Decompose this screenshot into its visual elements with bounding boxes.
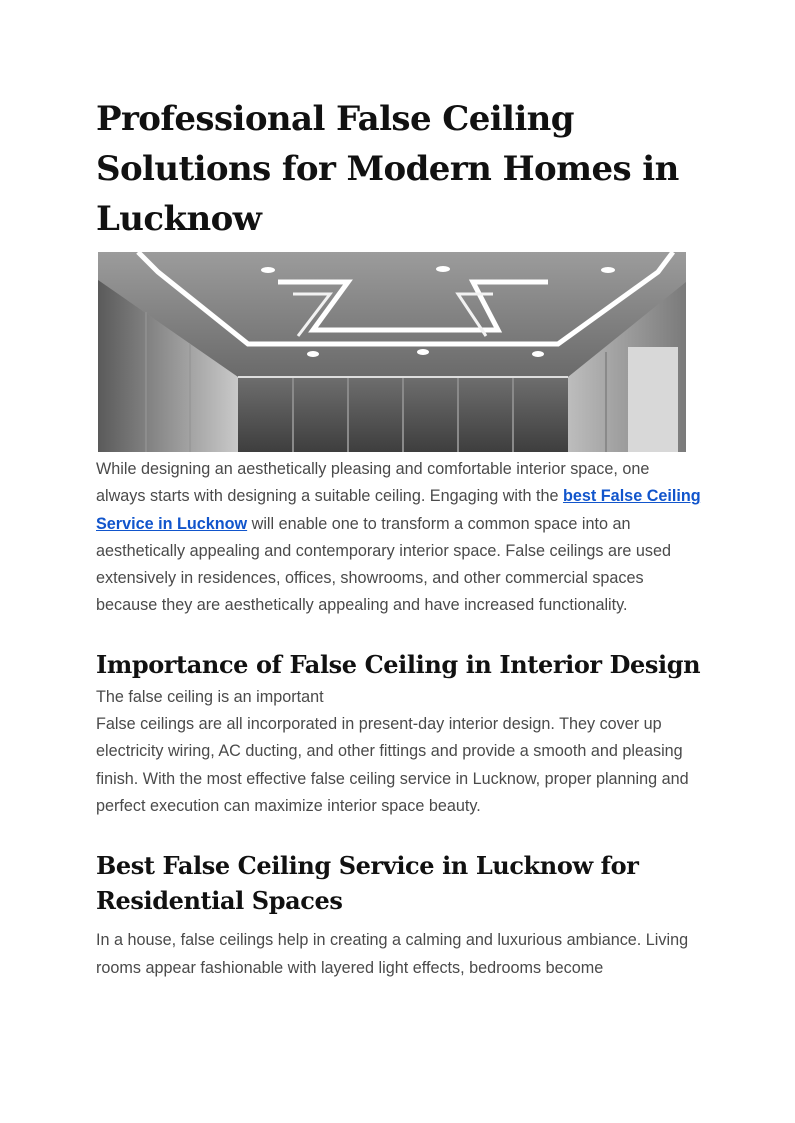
false-ceiling-photo (98, 252, 686, 452)
residential-paragraph: In a house, false ceilings help in creating a calming and luxurious ambiance. Living rooms appear fashionable with layered light effects, bedrooms become (96, 931, 689, 977)
importance-heading: Importance of False Ceiling in Interior Design (96, 649, 701, 679)
intro-paragraph (96, 456, 701, 620)
page-title: Professional False Ceiling Solutions for Modern Homes in Lucknow (96, 99, 679, 239)
intro-text-before: While designing an aesthetically pleasing and comfortable interior space, one always starts with designing a suitable ceiling. Engaging with the (96, 460, 650, 506)
intro-text-after: will enable one to transform a common space into an aesthetically appealing and contemporary interior space. False ceilings are used extensively in residences, offices, showrooms, and other commercial spaces because they are aesthetically appealing and have increased functionality. (96, 514, 671, 615)
document-page (96, 94, 701, 982)
best-false-ceiling-service-link[interactable]: best False Ceiling Service in Lucknow (96, 487, 701, 533)
importance-line1: The false ceiling is an important (96, 687, 324, 706)
importance-paragraph (96, 684, 701, 820)
residential-heading: Best False Ceiling Service in Lucknow for Residential Spaces (96, 851, 639, 916)
importance-body: False ceilings are all incorporated in present-day interior design. They cover up electricity wiring, AC ducting, and other fittings and provide a smooth and pleasing finish. With the most effective false ceiling service in Lucknow, proper planning and perfect execution can maximize interior space beauty. (96, 715, 689, 815)
